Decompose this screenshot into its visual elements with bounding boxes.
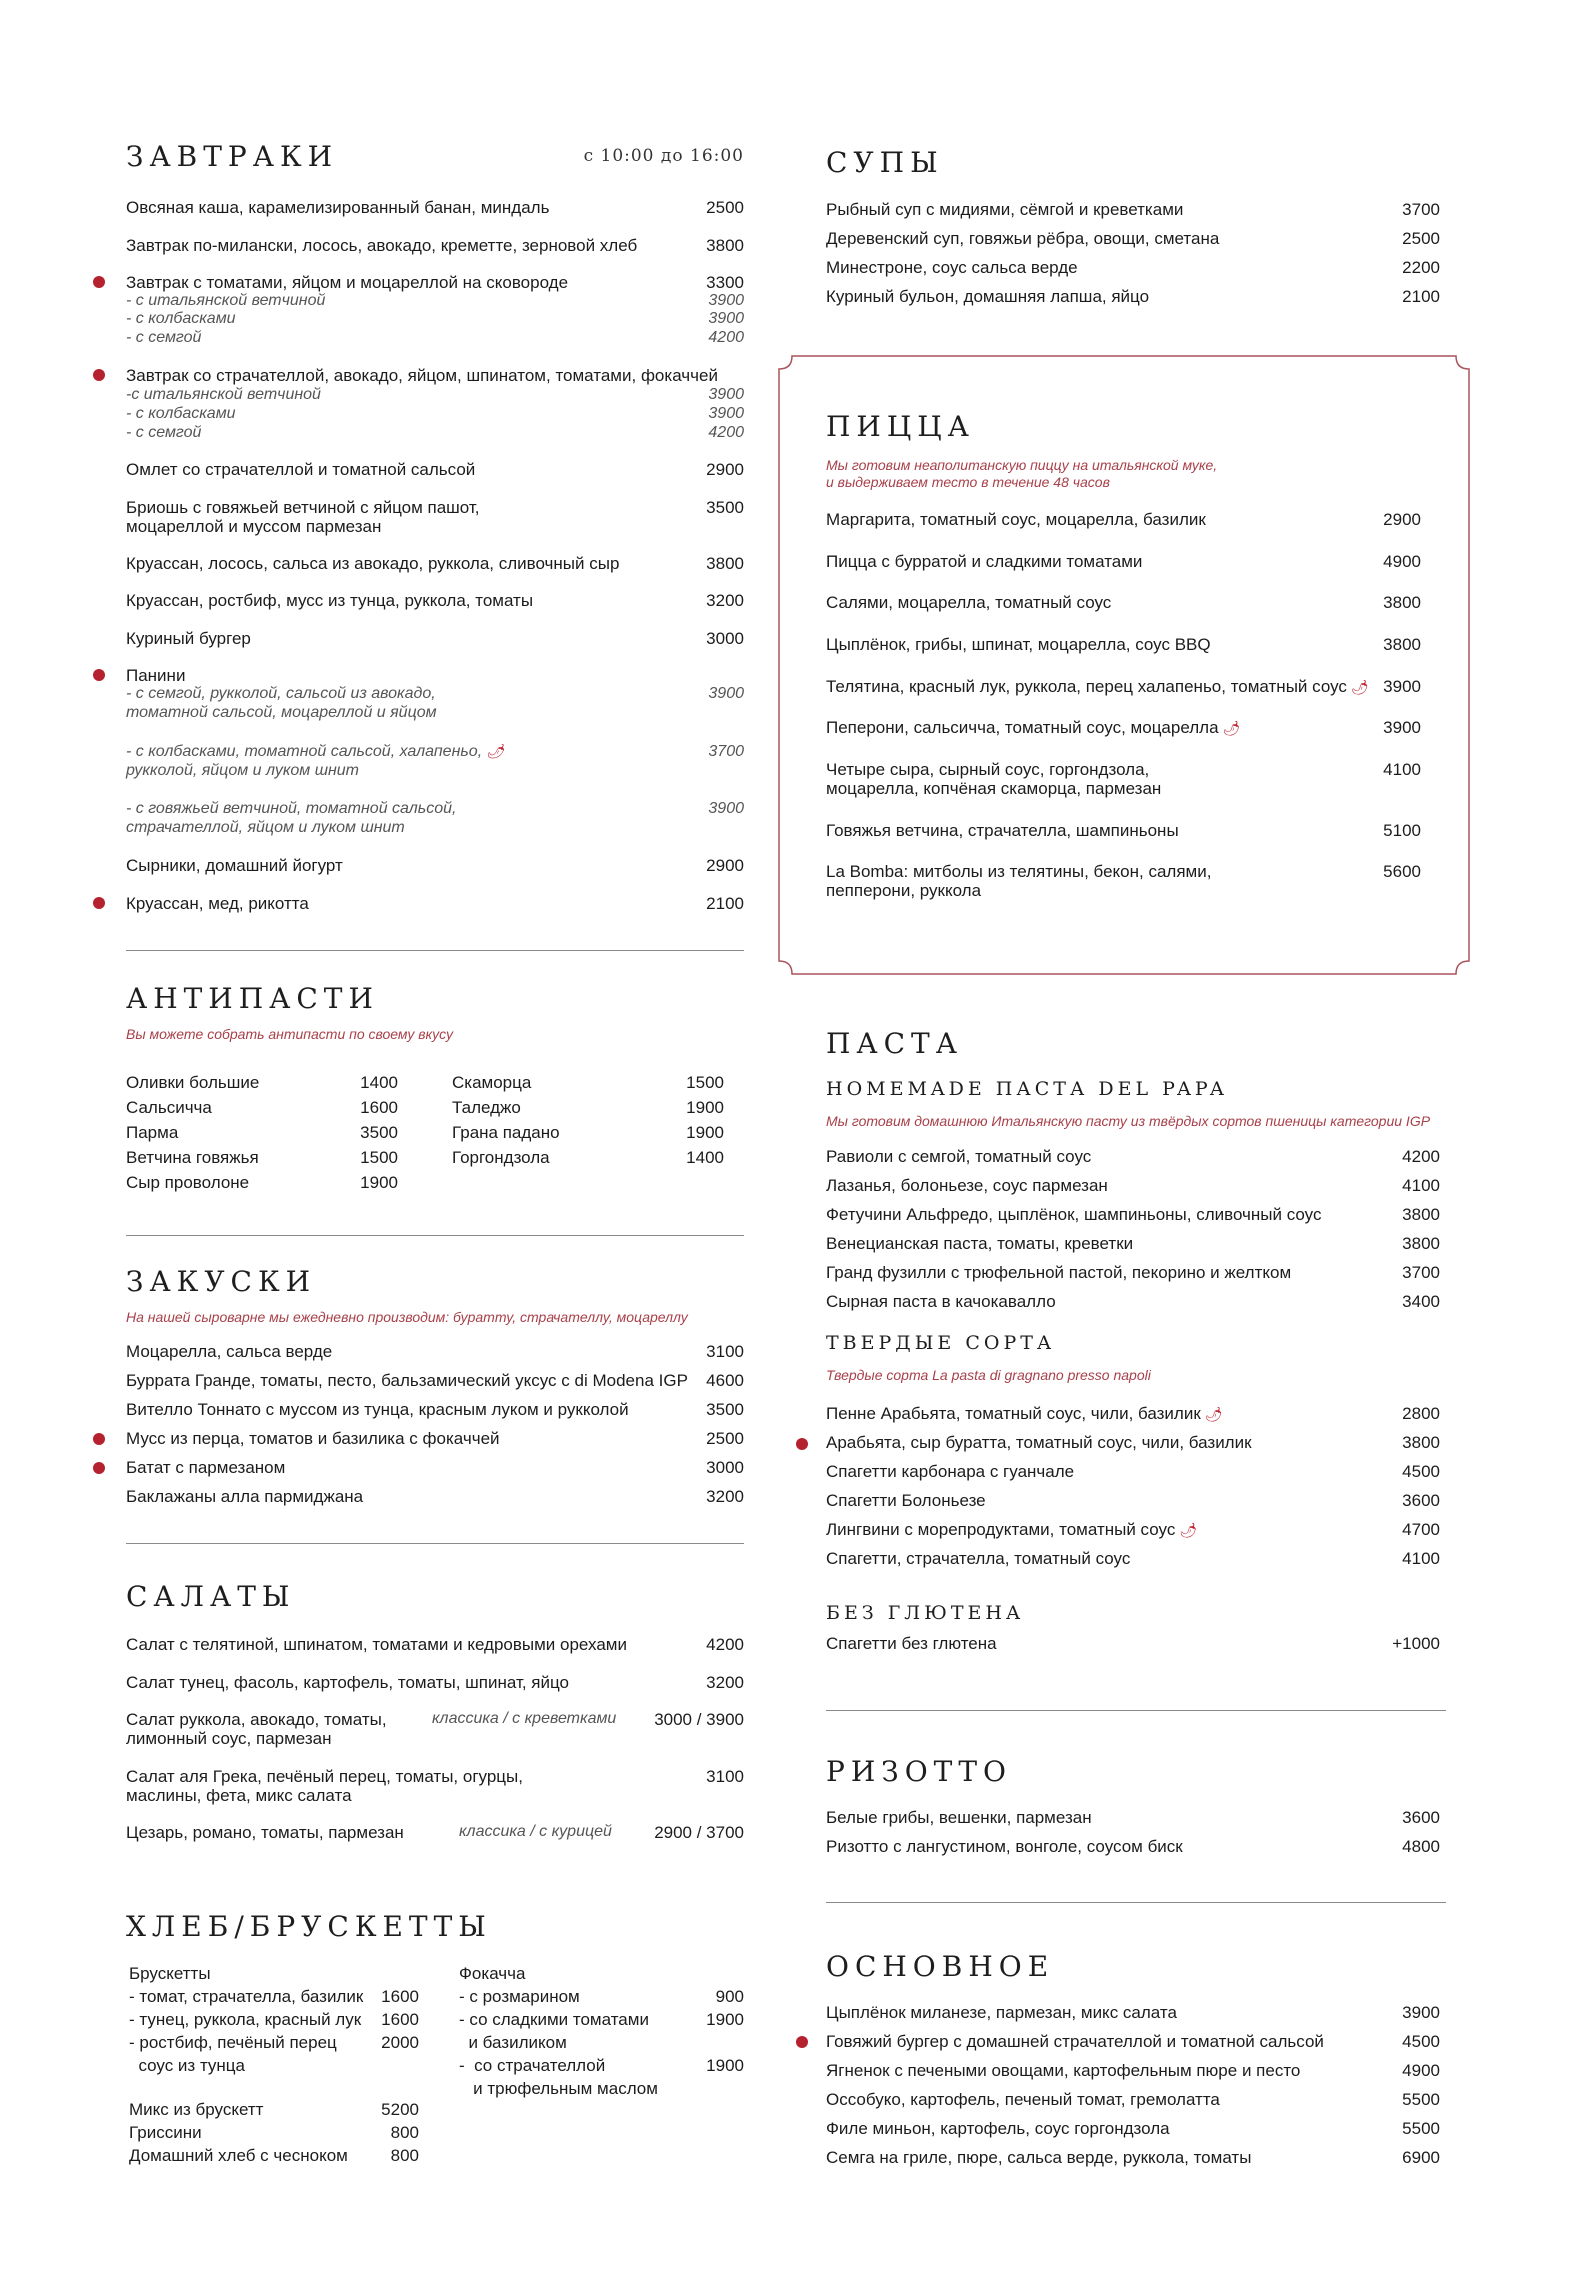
- divider: [826, 1902, 1446, 1903]
- red-dot-icon: [796, 2036, 808, 2048]
- chili-pepper-icon: 🌶: [1204, 1406, 1223, 1422]
- chili-pepper-icon: 🌶: [1179, 1522, 1198, 1538]
- red-dot-icon: [93, 897, 105, 909]
- chili-pepper-icon: 🌶: [486, 743, 504, 759]
- focaccia-heading: Фокачча: [459, 1964, 526, 1983]
- pizza-section: ПИЦЦА Мы готовим неаполитанскую пиццу на итальянской муке, и выдерживаем тесто в течение 48 часов Маргарита, томатный соус, моцарелла, базилик 2900 Пицца с бурратой и сладкими томатами 4900 Салями, моцарелла, томатный соус 3800 Цыплёнок, грибы, шпинат, моцарелла, соус BBQ 3800 Телятина, красный лук, руккола, перец халапеньо, томатный соус 🌶 3900 Пеперони, сальсичча, томатный соус, моцарелла 🌶 3900 Четыре сыра, сырный соус, горгондзола, 4100 моцарелла, копчёная скаморца, пармезан Говяжья ветчина, страчателла, шампиньоны 5100 La Bomba: митболы из телятины, бекон, салями, 5600 пепперони, руккола: [826, 410, 1421, 900]
- red-dot-icon: [93, 276, 105, 288]
- hard-pasta-note: Твердые сорта La pasta di gragnano presso napoli: [826, 1367, 1151, 1383]
- salads-title: САЛАТЫ: [126, 1580, 296, 1613]
- chili-pepper-icon: 🌶: [1222, 720, 1241, 736]
- homemade-pasta-subtitle: HOMEMADE ПАСТА DEL PAPA: [826, 1078, 1228, 1100]
- salad-variant-label: классика / с курицей: [459, 1823, 612, 1840]
- pizza-note: и выдерживаем тесто в течение 48 часов: [826, 474, 1110, 490]
- antipasti-title: АНТИПАСТИ: [126, 982, 379, 1015]
- red-dot-icon: [93, 669, 105, 681]
- red-dot-icon: [93, 369, 105, 381]
- gluten-free-subtitle: БЕЗ ГЛЮТЕНА: [826, 1602, 1025, 1624]
- breakfast-title: ЗАВТРАКИ: [126, 140, 339, 173]
- red-dot-icon: [93, 1462, 105, 1474]
- bread-title: ХЛЕБ/БРУСКЕТТЫ: [126, 1910, 492, 1943]
- pizza-note: Мы готовим неаполитанскую пиццу на итальянской муке,: [826, 457, 1218, 473]
- main-section: ОСНОВНОЕ Цыплёнок миланезе, пармезан, микс салата 3900 Говяжий бургер с домашней страчателлой и томатной сальсой 4500 Ягненок с печеными овощами, картофельным пюре и песто 4900 Оссобуко, картофель, печеный томат, гремолатта 5500 Филе миньон, картофель, соус горгондзола 5500 Семга на гриле, пюре, сальса верде, руккола, томаты 6900: [826, 1950, 1440, 2167]
- antipasti-note: Вы можете собрать антипасти по своему вкусу: [126, 1026, 454, 1042]
- bread-section: ХЛЕБ/БРУСКЕТТЫ Брускетты - томат, страчателла, базилик 1600 - тунец, руккола, красный лук 1600 - ростбиф, печёный перец 2000 соус из тунца Микс из брускетт 5200 Гриссини 800 Домашний хлеб с чесноком 800 Фокачча - с розмарином 900 - со сладкими томатами 1900 и базиликом - со страчателлой 1900 и трюфельным маслом: [126, 1910, 744, 2165]
- divider: [126, 950, 744, 951]
- divider: [126, 1235, 744, 1236]
- breakfast-hours: с 10:00 до 16:00: [583, 146, 744, 166]
- snacks-note: На нашей сыроварне мы ежедневно производим: буратту, страчателлу, моцареллу: [126, 1309, 688, 1325]
- hard-pasta-subtitle: ТВЕРДЫЕ СОРТА: [826, 1332, 1056, 1354]
- divider: [126, 1543, 744, 1544]
- breakfast-section: ЗАВТРАКИ с 10:00 до 16:00 Овсяная каша, карамелизированный банан, миндаль 2500 Завтрак по-милански, лосось, авокадо, креметте, зерновой хлеб 3800 Завтрак с томатами, яйцом и моцареллой на сковороде 3300 - с итальянской ветчиной 3900 - с колбасками 3900 - с семгой 4200 Завтрак со страчателлой, авокадо, яйцом, шпинатом, томатами, фокаччей -с итальянской ветчиной 3900 - с колбасками 3900 - с семгой 4200 Омлет со страчателлой и томатной сальсой 2900 Бриошь с говяжьей ветчиной с яйцом пашот, 3500 моцареллой и муссом пармезан Круассан, лосось, сальса из авокадо, руккола, сливочный сыр 3800 Круассан, ростбиф, мусс из тунца, руккола, томаты 3200 Куриный бургер 3000 Панини - с семгой, рукколой, сальсой из авокадо, 3900 томатной сальсой, моцареллой и яйцом - с колбасками, томатной сальсой, халапеньо, 🌶 3700 рукколой, яйцом и луком шнит - с говяжьей ветчиной, томатной сальсой, 3900 страчателлой, яйцом и луком шнит Сырники, домашний йогурт 2900 Круассан, мед, рикотта 2100: [126, 140, 744, 913]
- salad-variant-label: классика / с креветками: [432, 1710, 617, 1727]
- risotto-title: РИЗОТТО: [826, 1755, 1012, 1788]
- soups-title: СУПЫ: [826, 146, 944, 179]
- chili-pepper-icon: 🌶: [1350, 679, 1369, 695]
- main-title: ОСНОВНОЕ: [826, 1950, 1055, 1983]
- salads-section: САЛАТЫ Салат с телятиной, шпинатом, томатами и кедровыми орехами 4200 Салат тунец, фасоль, картофель, томаты, шпинат, яйцо 3200 Салат руккола, авокадо, томаты, 3000 / 3900 классика / с креветками лимонный соус, пармезан Салат аля Грека, печёный перец, томаты, огурцы, 3100 маслины, фета, микс салата Цезарь, романо, томаты, пармезан 2900 / 3700 классика / с курицей: [126, 1580, 744, 1842]
- snacks-title: ЗАКУСКИ: [126, 1265, 317, 1298]
- pasta-section: ПАСТА HOMEMADE ПАСТА DEL PAPA Мы готовим домашнюю Итальянскую пасту из твёрдых сортов пшеницы категории IGP Равиоли с семгой, томатный соус 4200 Лазанья, болоньезе, соус пармезан 4100 Фетучини Альфредо, цыплёнок, шампиньоны, сливочный соус 3800 Венецианская паста, томаты, креветки 3800 Гранд фузилли с трюфельной пастой, пекорино и желтком 3700 Сырная паста в качокавалло 3400 ТВЕРДЫЕ СОРТА Твердые сорта La pasta di gragnano presso napoli Пенне Арабьята, томатный соус, чили, базилик 🌶 2800 Арабьята, сыр буратта, томатный соус, чили, базилик 3800 Спагетти карбонара с гуанчале 4500 Спагетти Болоньезе 3600 Лингвини с морепродуктами, томатный соус 🌶 4700 Спагетти, страчателла, томатный соус 4100 БЕЗ ГЛЮТЕНА Спагетти без глютена +1000: [826, 1027, 1440, 1653]
- snacks-section: ЗАКУСКИ На нашей сыроварне мы ежедневно производим: буратту, страчателлу, моцареллу Моцарелла, сальса верде 3100 Буррата Гранде, томаты, песто, бальзамический уксус с di Modena IGP 4600 Вителло Тоннато с муссом из тунца, красным луком и рукколой 3500 Мусс из перца, томатов и базилика с фокаччей 2500 Батат с пармезаном 3000 Баклажаны алла пармиджана 3200: [126, 1265, 744, 1506]
- red-dot-icon: [93, 1433, 105, 1445]
- homemade-pasta-note: Мы готовим домашнюю Итальянскую пасту из твёрдых сортов пшеницы категории IGP: [826, 1113, 1431, 1129]
- antipasti-section: АНТИПАСТИ Вы можете собрать антипасти по своему вкусу Оливки большие 1400 Сальсичча 1600 Парма 3500 Ветчина говяжья 1500 Сыр проволоне 1900 Скаморца 1500 Таледжо 1900 Грана падано 1900 Горгондзола 1400: [126, 982, 724, 1192]
- red-dot-icon: [796, 1438, 808, 1450]
- divider: [826, 1710, 1446, 1711]
- soups-section: СУПЫ Рыбный суп с мидиями, сёмгой и креветками 3700 Деревенский суп, говяжьи рёбра, овощи, сметана 2500 Минестроне, соус сальса верде 2200 Куриный бульон, домашняя лапша, яйцо 2100: [826, 146, 1440, 306]
- pasta-title: ПАСТА: [826, 1027, 963, 1060]
- bruschetta-heading: Брускетты: [129, 1964, 211, 1983]
- risotto-section: РИЗОТТО Белые грибы, вешенки, пармезан 3600 Ризотто с лангустином, вонголе, соусом биск 4800: [826, 1755, 1440, 1856]
- pizza-title: ПИЦЦА: [826, 410, 975, 443]
